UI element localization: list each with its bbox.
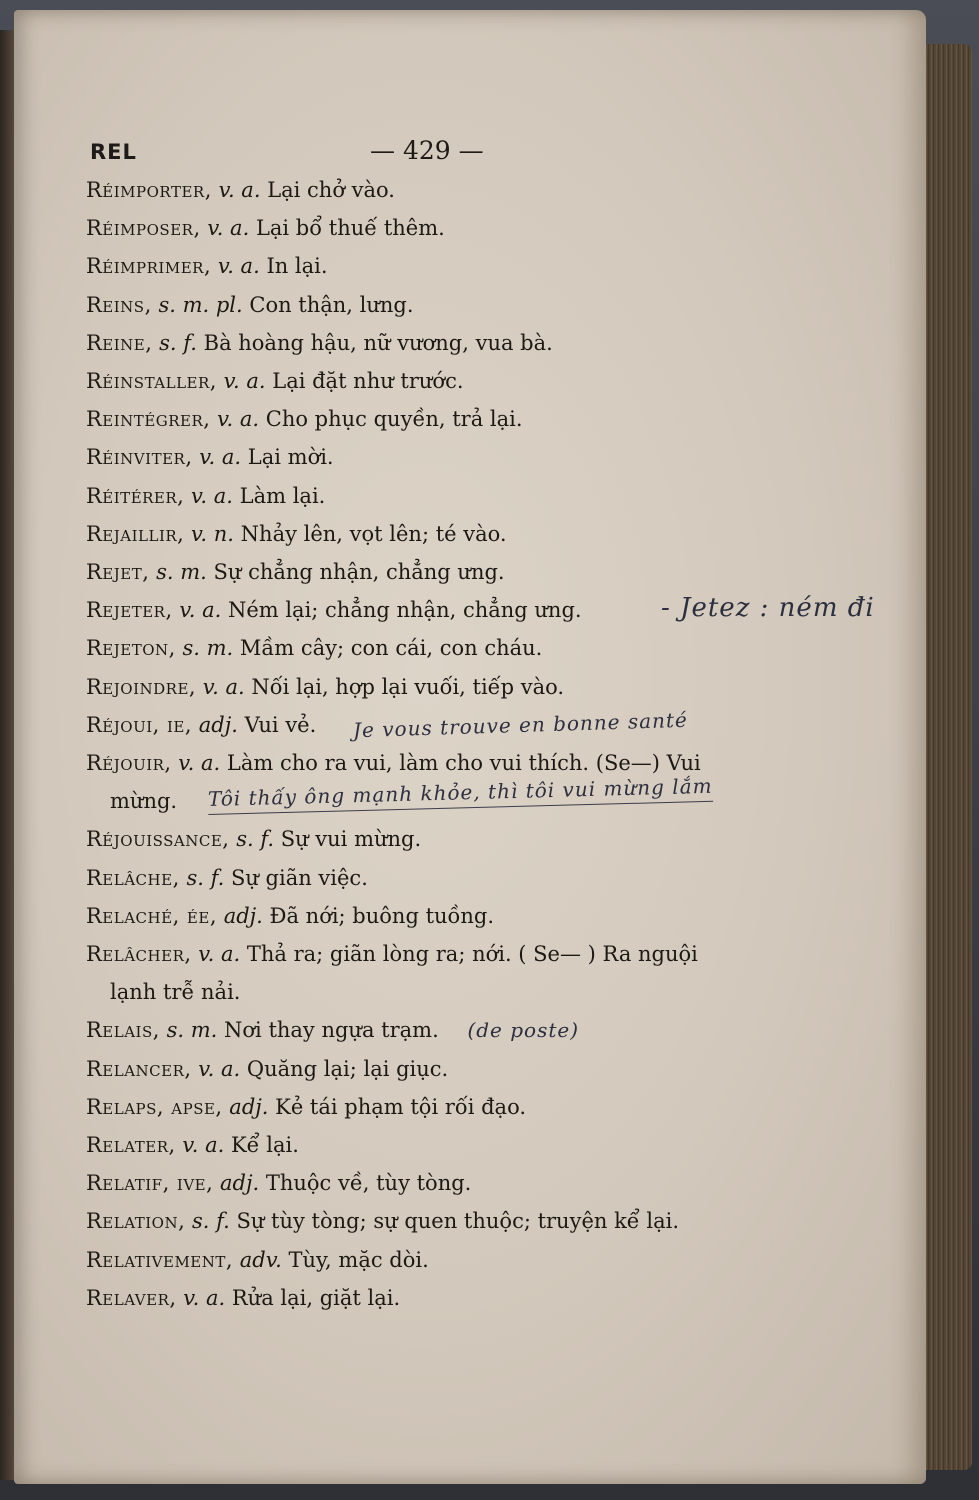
grammar: s. m.: [166, 1018, 218, 1043]
definition: Lại chở vào.: [267, 178, 395, 202]
grammar: v. a.: [182, 1133, 225, 1158]
definition: Sự giãn việc.: [230, 865, 368, 890]
headword: Réjouissance,: [86, 827, 230, 852]
entry-relaver: [86, 1279, 916, 1317]
entry-reine: [86, 324, 916, 362]
entry-reinviter: [86, 438, 916, 476]
grammar: s. m.: [182, 636, 234, 661]
definition: Rửa lại, giặt lại.: [231, 1285, 401, 1310]
headword: Rejet,: [86, 560, 150, 585]
page-header: [90, 132, 890, 172]
grammar: s. m. pl.: [158, 292, 243, 317]
headword: Réjouir,: [86, 751, 172, 776]
grammar: v. a.: [218, 178, 261, 202]
definition-continuation: mừng.: [110, 789, 178, 814]
entry-relaps: [86, 1088, 916, 1126]
definition: Tùy, mặc dòi.: [288, 1247, 429, 1272]
headword: Réimporter,: [86, 178, 212, 202]
headword: Rejoindre,: [86, 674, 197, 699]
entry-reiterer: [86, 477, 916, 515]
grammar: v. a.: [207, 216, 250, 241]
entry-relatif: [86, 1164, 916, 1202]
definition: Nhảy lên, vọt lên; té vào.: [240, 521, 507, 546]
definition: Con thận, lưng.: [249, 292, 414, 317]
definition: Lại đặt như trước.: [272, 369, 464, 394]
handwritten-note: Tôi thấy ông mạnh khỏe, thì tôi vui mừng lắm: [208, 771, 713, 815]
entry-relache-adj: [86, 897, 916, 935]
headword: Relativement,: [86, 1247, 234, 1272]
grammar: v. a.: [191, 483, 233, 508]
entry-rejet: [86, 553, 916, 591]
grammar: v. a.: [217, 254, 260, 279]
headword: Réinstaller,: [86, 369, 217, 394]
grammar: adj.: [220, 1171, 260, 1196]
grammar: v. a.: [198, 1056, 241, 1081]
headword: Relaché, ée,: [86, 903, 217, 928]
entry-relais: [86, 1011, 916, 1049]
grammar: v. n.: [191, 521, 234, 546]
headword: Réimposer,: [86, 216, 201, 241]
headword: Relâcher,: [86, 942, 192, 967]
entry-rejeton: [86, 629, 916, 667]
definition: Vui vẻ.: [244, 712, 317, 737]
definition: Ném lại; chẳng nhận, chẳng ưng.: [227, 598, 582, 623]
definition: Đã nới; buông tuồng.: [269, 903, 495, 928]
headword: Relancer,: [86, 1056, 192, 1081]
headword: Rejeter,: [86, 598, 173, 623]
grammar: s. f.: [186, 865, 225, 890]
headword: Reins,: [86, 292, 152, 317]
definition: Lại mời.: [247, 445, 334, 470]
entry-reinstaller: [86, 362, 916, 400]
grammar: v. a.: [202, 674, 245, 699]
grammar: v. a.: [223, 369, 266, 394]
page-number: — 429 —: [370, 136, 484, 165]
headword: Relatif, ive,: [86, 1171, 214, 1196]
grammar: v. a.: [183, 1285, 226, 1310]
entry-rejouir: [86, 744, 916, 820]
definition: Thả ra; giãn lòng ra; nới. ( Se— ) Ra nguội: [246, 942, 698, 967]
entry-relativement: [86, 1241, 916, 1279]
grammar: s. f.: [236, 827, 275, 852]
grammar: adj.: [198, 712, 238, 737]
handwritten-note: - Jetez : ném đi: [661, 593, 875, 624]
entry-reintegrer: [86, 400, 916, 438]
header-code: REL: [90, 140, 137, 164]
entry-rejoindre: [86, 668, 916, 706]
entry-relacher: [86, 935, 916, 1011]
definition: Bà hoàng hậu, nữ vương, vua bà.: [203, 330, 553, 355]
entry-relache-noun: [86, 859, 916, 897]
definition: Sự tùy tòng; sự quen thuộc; truyện kể lại.: [236, 1209, 680, 1234]
grammar: adj.: [229, 1094, 269, 1119]
entry-rejaillir: [86, 515, 916, 553]
definition: Làm lại.: [239, 483, 326, 508]
definition: Mầm cây; con cái, con cháu.: [239, 636, 543, 661]
headword: Reine,: [86, 330, 153, 355]
entry-rejeter: [86, 591, 916, 629]
definition: In lại.: [266, 254, 328, 279]
headword: Relaps, apse,: [86, 1094, 223, 1119]
definition: Lại bổ thuế thêm.: [255, 216, 445, 241]
definition: Nơi thay ngựa trạm.: [224, 1018, 439, 1043]
grammar: v. a.: [199, 445, 242, 470]
handwritten-note: Je vous trouve en bonne santé: [352, 707, 689, 743]
headword: Relais,: [86, 1018, 160, 1043]
headword: Rejeton,: [86, 636, 176, 661]
definition: Quăng lại; lại giục.: [246, 1056, 449, 1081]
definition: Thuộc về, tùy tòng.: [265, 1171, 472, 1196]
grammar: s. m.: [156, 560, 207, 585]
entry-reins: [86, 286, 916, 324]
headword: Relâche,: [86, 865, 180, 890]
definition: Sự chẳng nhận, chẳng ưng.: [213, 560, 505, 585]
grammar: v. a.: [179, 598, 222, 623]
headword: Relaver,: [86, 1285, 177, 1310]
headword: Rejaillir,: [86, 521, 185, 546]
headword: Relater,: [86, 1133, 176, 1158]
headword: Réinviter,: [86, 445, 193, 470]
entry-relancer: [86, 1050, 916, 1088]
grammar: v. a.: [178, 751, 221, 776]
definition: Làm cho ra vui, làm cho vui thích. (Se—) Vui: [226, 751, 701, 776]
headword: Réjoui, ie,: [86, 712, 193, 737]
definition: Cho phục quyền, trả lại.: [265, 407, 523, 432]
headword: Réitérer,: [86, 483, 185, 508]
headword: Reintégrer,: [86, 407, 211, 432]
definition-continuation: lạnh trễ nải.: [110, 980, 241, 1005]
entry-relater: [86, 1126, 916, 1164]
definition: Kể lại.: [230, 1133, 299, 1158]
entry-list: [86, 171, 916, 1317]
headword: Relation,: [86, 1209, 186, 1234]
definition: Nối lại, hợp lại vuối, tiếp vào.: [251, 674, 565, 699]
definition: Kẻ tái phạm tội rối đạo.: [275, 1094, 527, 1119]
entry-rejoui: [86, 706, 916, 744]
entry-reimporter: [86, 171, 916, 209]
grammar: adv.: [239, 1247, 282, 1272]
grammar: v. a.: [198, 942, 241, 967]
grammar: s. f.: [159, 330, 197, 355]
entry-relation: [86, 1202, 916, 1240]
definition: Sự vui mừng.: [280, 827, 422, 852]
handwritten-note: (de poste): [467, 1018, 580, 1043]
grammar: v. a.: [217, 407, 260, 432]
grammar: adj.: [223, 903, 263, 928]
entry-rejouissance: [86, 820, 916, 858]
grammar: s. f.: [191, 1209, 230, 1234]
entry-reimprimer: [86, 247, 916, 285]
page-edges: [920, 44, 972, 1470]
headword: Réimprimer,: [86, 254, 212, 279]
definition-continuation-line: [86, 774, 916, 820]
entry-reimposer: [86, 209, 916, 247]
